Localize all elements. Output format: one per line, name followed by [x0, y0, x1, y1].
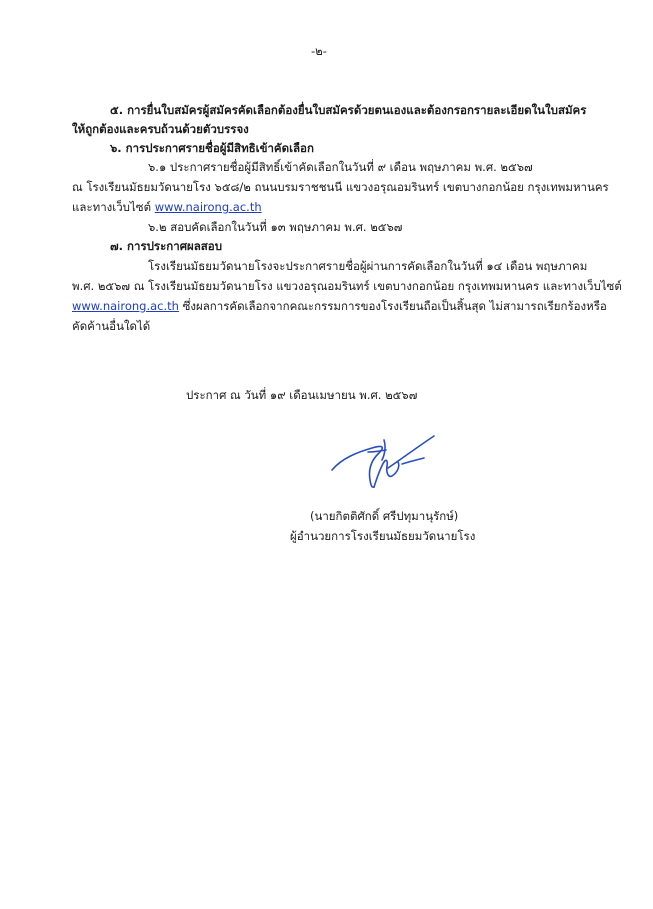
website-link[interactable]: www.nairong.ac.th	[72, 299, 179, 313]
announcement-date: ประกาศ ณ วันที่ ๑๙ เดือนเมษายน พ.ศ. ๒๕๖๗	[186, 388, 418, 402]
item6-sub1-line3	[72, 200, 262, 215]
item7-line3	[72, 299, 607, 314]
item6-sub1-line1: ๖.๑ ประกาศรายชื่อผู้มีสิทธิ์เข้าคัดเลือกในวันที่ ๙ เดือน พฤษภาคม พ.ศ. ๒๕๖๗	[148, 160, 533, 174]
website-link[interactable]: www.nairong.ac.th	[154, 200, 262, 214]
item6-heading: ๖. การประกาศรายชื่อผู้มีสิทธิเข้าคัดเลือก	[110, 141, 314, 155]
item7-heading: ๗. การประกาศผลสอบ	[110, 239, 223, 253]
item7-line2: พ.ศ. ๒๕๖๗ ณ โรงเรียนมัธยมวัดนายโรง แขวงอรุณอมรินทร์ เขตบางกอกน้อย กรุงเทพมหานคร และทางเว็บไซต์	[72, 279, 622, 293]
item5-line2: ให้ถูกต้องและครบถ้วนด้วยตัวบรรจง	[72, 122, 249, 136]
signature-image	[328, 430, 440, 492]
item6-website-prefix: และทางเว็บไซต์	[72, 200, 155, 214]
item7-line4: คัดค้านอื่นใดได้	[72, 319, 151, 333]
item5-line1: ๕. การยื่นใบสมัครผู้สมัครคัดเลือกต้องยื่นใบสมัครด้วยตนเองและต้องกรอกรายละเอียดในใบสมัคร	[110, 103, 587, 117]
item6-sub2: ๖.๒ สอบคัดเลือกในวันที่ ๑๓ พฤษภาคม พ.ศ. ๒๕๖๗	[148, 220, 403, 234]
signatory-position: ผู้อำนวยการโรงเรียนมัธยมวัดนายโรง	[290, 529, 476, 543]
item6-sub1-line2: ณ โรงเรียนมัธยมวัดนายโรง ๖๕๘/๒ ถนนบรมราชชนนี แขวงอรุณอมรินทร์ เขตบางกอกน้อย กรุงเทพมหานคร	[72, 180, 609, 194]
item7-line3-suffix: ซึ่งผลการคัดเลือกจากคณะกรรมการของโรงเรียนถือเป็นสิ้นสุด ไม่สามารถเรียกร้องหรือ	[178, 299, 607, 313]
page-number: -๒-	[311, 44, 327, 58]
signatory-name: (นายกิตติศักดิ์ ศรีปทุมานุรักษ์)	[310, 509, 459, 523]
item7-line1: โรงเรียนมัธยมวัดนายโรงจะประกาศรายชื่อผู้ผ่านการคัดเลือกในวันที่ ๑๔ เดือน พฤษภาคม	[148, 259, 588, 273]
